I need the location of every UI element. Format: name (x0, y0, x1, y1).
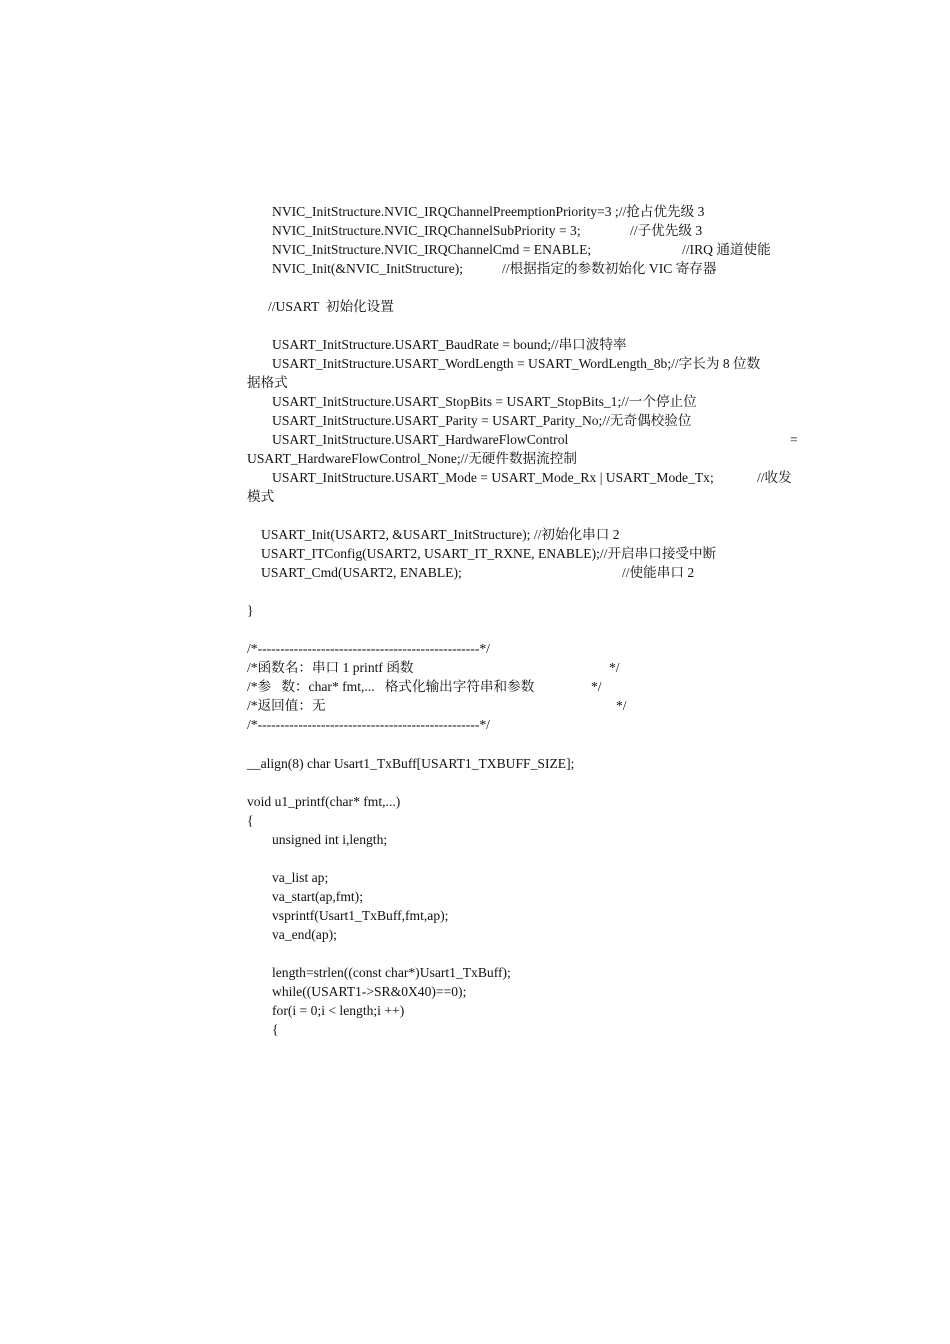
code-line-wordlength-cont: 据格式 (247, 375, 288, 390)
code-line-usart-cmd: USART_Cmd(USART2, ENABLE); (261, 565, 462, 580)
comment-func-name: /*函数名：串口 1 printf 函数 (247, 660, 414, 675)
code-inner-brace: { (272, 1022, 279, 1037)
code-line-for: for(i = 0;i < length;i ++) (272, 1003, 405, 1018)
code-line-va-list: va_list ap; (272, 870, 329, 885)
code-line-stopbits: USART_InitStructure.USART_StopBits = USART_StopBits_1;//一个停止位 (272, 394, 697, 409)
code-line-nvic-preempt: NVIC_InitStructure.NVIC_IRQChannelPreemptionPriority=3 ;//抢占优先级 3 (272, 204, 705, 219)
code-line-va-start: va_start(ap,fmt); (272, 889, 363, 904)
code-line-parity: USART_InitStructure.USART_Parity = USART_Parity_No;//无奇偶校验位 (272, 413, 692, 428)
code-comment-nvic-sub: //子优先级 3 (630, 223, 703, 238)
code-line-strlen: length=strlen((const char*)Usart1_TxBuff); (272, 965, 511, 980)
code-line-nvic-cmd: NVIC_InitStructure.NVIC_IRQChannelCmd = ENABLE; (272, 242, 592, 257)
comment-return-end: */ (616, 698, 627, 713)
code-line-va-end: va_end(ap); (272, 927, 337, 942)
code-line-align-buffer: __align(8) char Usart1_TxBuff[USART1_TXBUFF_SIZE]; (247, 756, 575, 771)
code-line-declaration: unsigned int i,length; (272, 832, 388, 847)
code-line-wordlength: USART_InitStructure.USART_WordLength = USART_WordLength_8b;//字长为 8 位数 (272, 356, 761, 371)
code-comment-nvic-cmd: //IRQ 通道使能 (682, 242, 771, 257)
comment-return: /*返回值：无 (247, 698, 326, 713)
code-line-mode: USART_InitStructure.USART_Mode = USART_Mode_Rx | USART_Mode_Tx; (272, 470, 714, 485)
code-line-while: while((USART1->SR&0X40)==0); (272, 984, 467, 999)
code-line-hwflow-cont: USART_HardwareFlowControl_None;//无硬件数据流控制 (247, 451, 577, 466)
code-line-nvic-init: NVIC_Init(&NVIC_InitStructure); (272, 261, 464, 276)
code-line-usart-itconfig: USART_ITConfig(USART2, USART_IT_RXNE, ENABLE);//开启串口接受中断 (261, 546, 717, 561)
code-line-func-signature: void u1_printf(char* fmt,...) (247, 794, 401, 809)
code-open-brace: { (247, 813, 254, 828)
code-close-brace: } (247, 603, 254, 618)
code-line-hwflow: USART_InitStructure.USART_HardwareFlowControl (272, 432, 569, 447)
code-line-baudrate: USART_InitStructure.USART_BaudRate = bound;//串口波特率 (272, 337, 627, 352)
code-comment-usart-cmd: //使能串口 2 (622, 565, 695, 580)
code-line-usart-init: USART_Init(USART2, &USART_InitStructure); //初始化串口 2 (261, 527, 620, 542)
comment-params-end: */ (591, 679, 602, 694)
comment-params: /*参 数：char* fmt,... 格式化输出字符串和参数 (247, 679, 535, 694)
code-line-hwflow-eq: = (790, 432, 798, 447)
comment-separator-bottom: /*-------------------------------------------------*/ (247, 717, 490, 732)
code-line-nvic-sub: NVIC_InitStructure.NVIC_IRQChannelSubPriority = 3; (272, 223, 581, 238)
code-comment-nvic-init: //根据指定的参数初始化 VIC 寄存器 (502, 261, 717, 276)
code-line-vsprintf: vsprintf(Usart1_TxBuff,fmt,ap); (272, 908, 449, 923)
code-comment-usart-setup: //USART 初始化设置 (268, 299, 394, 314)
comment-func-name-end: */ (609, 660, 620, 675)
code-line-mode-cont: 模式 (247, 489, 275, 504)
code-comment-mode: //收发 (757, 470, 792, 485)
comment-separator-top: /*-------------------------------------------------*/ (247, 641, 490, 656)
